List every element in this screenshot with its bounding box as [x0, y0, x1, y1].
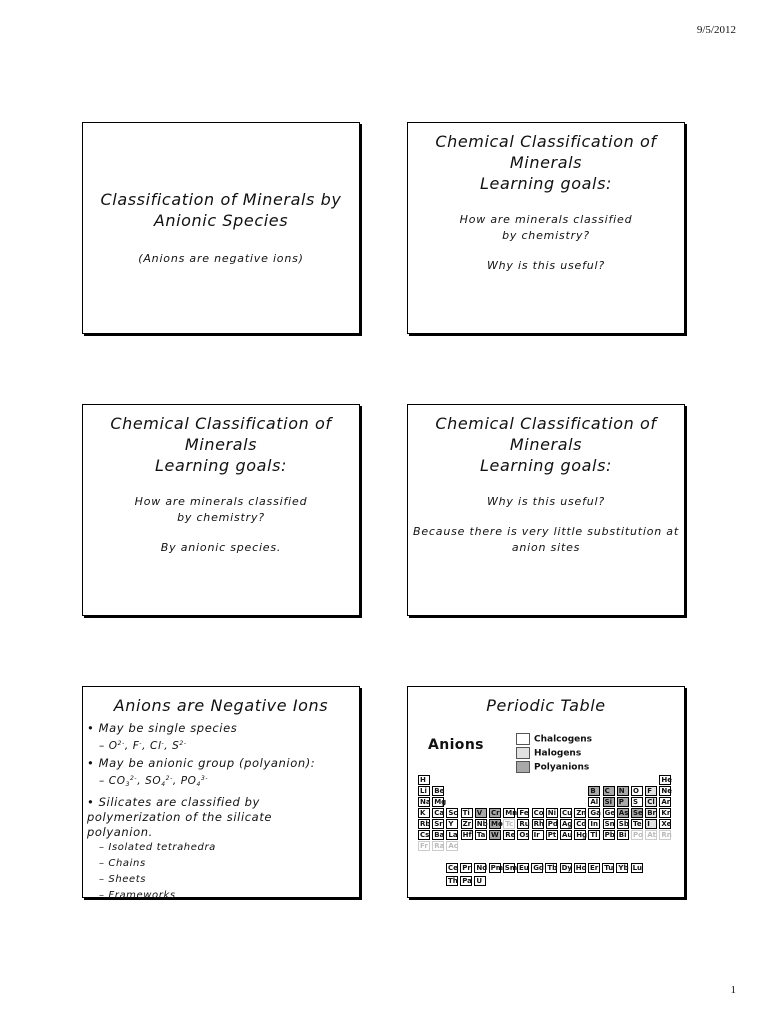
element-cell: Tb	[547, 864, 558, 872]
list-item: • May be single species	[87, 721, 317, 736]
element-cell: B	[588, 786, 600, 796]
element-cell: V	[475, 808, 487, 818]
element-cell: Kr	[661, 809, 671, 817]
legend-swatch-chalcogens	[516, 733, 530, 745]
element-cell: Ce	[448, 864, 458, 872]
legend-halogens: Halogens	[516, 747, 581, 759]
legend-chalcogens: Chalcogens	[516, 733, 592, 745]
slide-6	[407, 686, 685, 898]
element-cell: Ga	[590, 809, 601, 817]
slide-4-body: Why is this useful? Because there is very little substitution at anion sites	[413, 495, 679, 554]
element-cell: Nb	[476, 820, 488, 828]
slide-3	[82, 404, 360, 616]
element-cell: Pa	[462, 877, 472, 885]
element-cell: Tu	[604, 864, 614, 872]
polyanion-formulas: – $CO_3^{2-}$, $SO_4^{2-}$, $PO_4^{3-}$	[87, 771, 317, 793]
list-item: – Isolated tetrahedra	[87, 840, 317, 856]
element-cell: Br	[647, 809, 656, 817]
element-cell: Sn	[604, 820, 615, 828]
slide-2-body: How are minerals classified by chemistry? Why is this useful?	[459, 213, 633, 272]
element-cell: Rh	[533, 820, 544, 828]
element-cell: Sm	[504, 864, 518, 872]
element-cell: U	[474, 876, 486, 886]
element-cell: Ni	[547, 809, 557, 817]
element-cell: S	[631, 797, 643, 807]
slide-4-title: Chemical Classification of Minerals Learning goals:	[435, 414, 657, 475]
element-cell: Tl	[588, 830, 600, 840]
periodic-table-heading: Anions	[428, 737, 484, 753]
element-cell: Cr	[491, 809, 500, 817]
anion-list	[87, 719, 317, 904]
element-cell: He	[661, 776, 672, 784]
element-cell: K	[418, 808, 430, 818]
element-cell: Ca	[434, 809, 445, 817]
element-cell: Pd	[547, 820, 558, 828]
slide-1-body: (Anions are negative ions)	[138, 252, 304, 265]
element-cell: Sc	[448, 809, 458, 817]
legend-polyanions: Polyanions	[516, 761, 589, 773]
element-cell: Pb	[604, 831, 615, 839]
list-item: – Sheets	[87, 872, 317, 888]
slide-5	[82, 686, 360, 901]
list-item: – Chains	[87, 856, 317, 872]
element-cell: H	[418, 775, 430, 785]
element-cell: Re	[505, 831, 516, 839]
element-cell: Na	[420, 798, 431, 806]
page-number: 1	[730, 984, 736, 996]
list-item: • Silicates are classified by polymerization of the silicate polyanion.	[87, 795, 317, 840]
legend-swatch-halogens	[516, 747, 530, 759]
element-cell: Ge	[604, 809, 616, 817]
element-cell: Hg	[576, 831, 588, 839]
element-cell: I	[645, 819, 657, 829]
element-cell: Xe	[661, 820, 672, 828]
element-cell: Pt	[547, 831, 557, 839]
element-cell: Ac	[448, 842, 458, 850]
element-cell: La	[448, 831, 458, 839]
element-cell: Dy	[561, 864, 572, 872]
element-cell: Au	[562, 831, 573, 839]
element-cell: Bi	[617, 830, 629, 840]
slide-2-title: Chemical Classification of Minerals Learning goals:	[435, 132, 657, 193]
element-cell: Be	[434, 787, 445, 795]
element-cell: Er	[590, 864, 599, 872]
element-cell: Fr	[418, 841, 430, 851]
element-cell: N	[617, 786, 629, 796]
element-cell: Y	[446, 819, 458, 829]
element-cell: Te	[633, 820, 642, 828]
element-cell: Hf	[462, 831, 472, 839]
element-cell: In	[588, 819, 600, 829]
element-cell: Cu	[562, 809, 573, 817]
element-cell: Mo	[491, 820, 503, 828]
element-cell: Ag	[562, 820, 573, 828]
element-cell: Cd	[576, 820, 587, 828]
element-cell: Sr	[434, 820, 443, 828]
element-cell: Ta	[476, 831, 486, 839]
slide-2	[407, 122, 685, 334]
element-cell: Th	[448, 877, 458, 885]
element-cell: Lu	[632, 864, 643, 872]
slide-3-title: Chemical Classification of Minerals Learning goals:	[110, 414, 332, 475]
page-date: 9/5/2012	[696, 24, 736, 36]
element-cell: Ne	[661, 787, 672, 795]
element-cell: At	[647, 831, 656, 839]
element-cell: Gd	[533, 864, 544, 872]
element-cell: Yb	[618, 864, 629, 872]
element-cell: Rb	[420, 820, 431, 828]
element-cell: Po	[633, 831, 643, 839]
slide-5-title: Anions are Negative Ions	[113, 696, 329, 715]
element-cell: As	[618, 809, 629, 817]
element-cell: Al	[588, 797, 600, 807]
element-cell: Ho	[575, 864, 587, 872]
slide-3-body: How are minerals classified by chemistry? By anionic species.	[134, 495, 308, 554]
element-cell: Si	[603, 797, 615, 807]
element-cell: Ru	[519, 820, 530, 828]
slide-1	[82, 122, 360, 334]
element-cell: Ti	[461, 808, 473, 818]
element-cell: Mg	[434, 798, 447, 806]
element-cell: Zn	[576, 809, 587, 817]
list-item: – Frameworks	[87, 888, 317, 904]
element-cell: Li	[418, 786, 430, 796]
element-cell: O	[631, 786, 643, 796]
element-cell: Zr	[462, 820, 472, 828]
element-cell: W	[489, 830, 501, 840]
element-cell: Ba	[434, 831, 445, 839]
element-cell: Pr	[462, 864, 471, 872]
element-cell: Eu	[519, 864, 529, 872]
slide-1-title: Classification of Minerals by Anionic Species	[100, 190, 342, 230]
element-cell: Ir	[532, 830, 544, 840]
element-cell: P	[617, 797, 629, 807]
list-item: • May be anionic group (polyanion):	[87, 756, 317, 771]
element-cell: C	[603, 786, 615, 796]
element-cell: Nd	[476, 864, 488, 872]
single-species-formulas: – $O^{2-}$, F-, Cl-, $S^{2-}$	[87, 736, 317, 754]
element-cell: Se	[633, 809, 643, 817]
element-cell: Ar	[661, 798, 671, 806]
element-cell: Rn	[661, 831, 672, 839]
slide-6-title: Periodic Table	[486, 696, 606, 715]
element-cell: Sb	[618, 820, 629, 828]
slide-4	[407, 404, 685, 616]
element-cell: Co	[533, 809, 544, 817]
element-cell: Pm	[490, 864, 504, 872]
periodic-table	[418, 733, 678, 883]
legend-swatch-polyanions	[516, 761, 530, 773]
element-cell: Os	[519, 831, 530, 839]
element-cell: Cl	[645, 797, 657, 807]
element-cell: Ra	[434, 842, 445, 850]
element-cell: F	[645, 786, 657, 796]
element-cell: Tc	[505, 820, 514, 828]
element-cell: Cs	[420, 831, 430, 839]
element-cell: Fe	[519, 809, 529, 817]
element-cell: Mn	[505, 809, 518, 817]
